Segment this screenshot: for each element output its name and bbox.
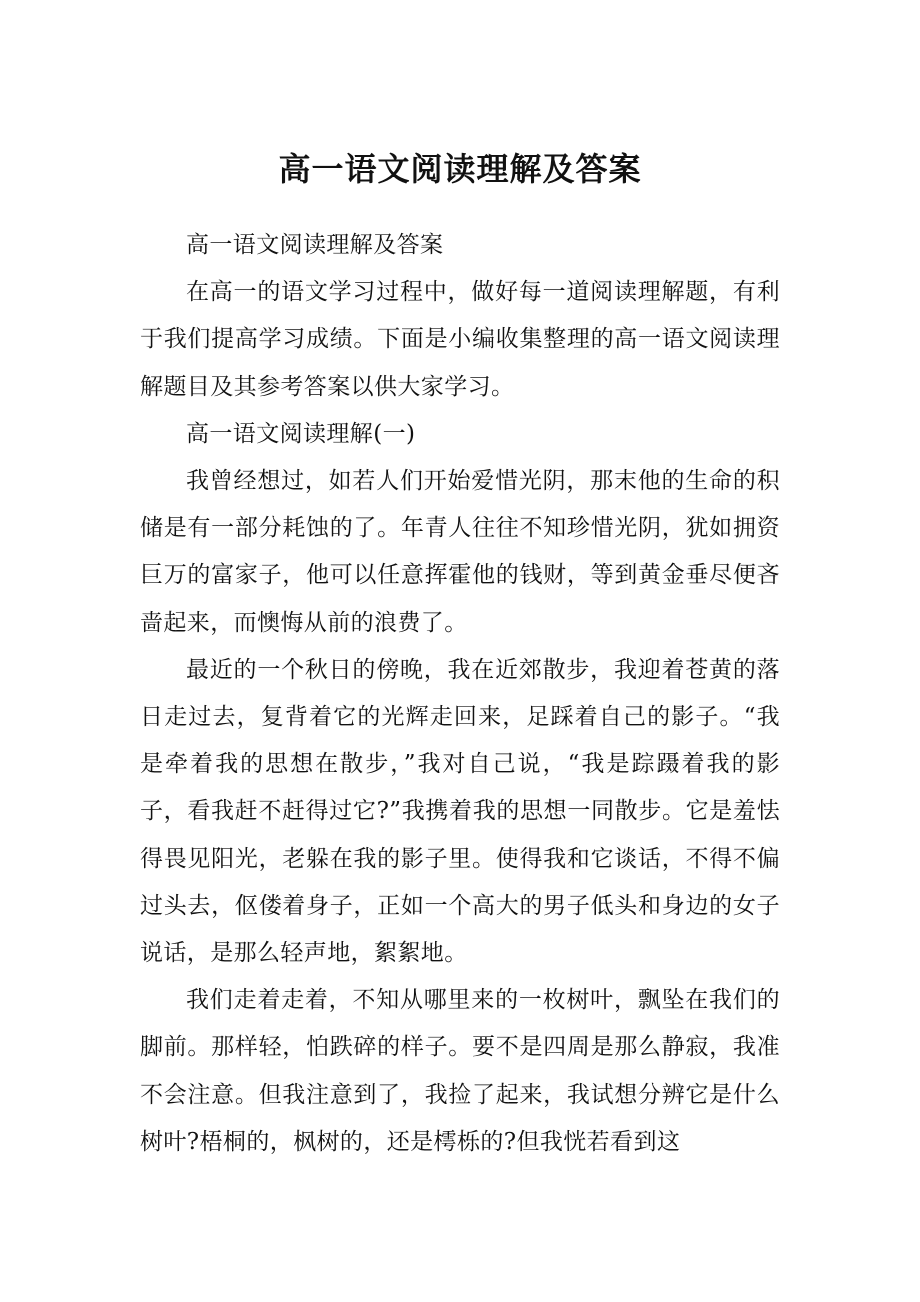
paragraph-intro: 在高一的语文学习过程中，做好每一道阅读理解题，有利于我们提高学习成绩。下面是小编收集整理的高一语文阅读理解题目及其参考答案以供大家学习。: [140, 279, 780, 400]
paragraph: 我们走着走着，不知从哪里来的一枚树叶，飘坠在我们的脚前。那样轻，怕跌碎的样子。要不是四周是那么静寂，我准不会注意。但我注意到了，我捡了起来，我试想分辨它是什么树叶?梧桐的，枫树的，还是樗栎的?但我恍若看到这: [140, 987, 780, 1155]
document-title: 高一语文阅读理解及答案: [278, 150, 642, 188]
paragraph-section-heading: 高一语文阅读理解(一): [186, 420, 416, 447]
paragraph-heading: 高一语文阅读理解及答案: [186, 232, 444, 258]
paragraph: 我曾经想过，如若人们开始爱惜光阴，那末他的生命的积储是有一部分耗蚀的了。年青人往往不知珍惜光阴，犹如拥资巨万的富家子，他可以任意挥霍他的钱财，等到黄金垂尽便吝啬起来，而懊悔从前的浪费了。: [140, 468, 780, 636]
document-body: [140, 222, 780, 1166]
paragraph: 最近的一个秋日的傍晚，我在近郊散步，我迎着苍黄的落日走过去，复背着它的光辉走回来，足踩着自己的影子。“我是牵着我的思想在散步，”我对自己说，“我是踪蹑着我的影子，看我赶不赶得过它?”我携着我的思想一同散步。它是羞怯得畏见阳光，老躲在我的影子里。使得我和它谈话，不得不偏过头去，伛偻着身子，正如一个高大的男子低头和身边的女子说话，是那么轻声地，絮絮地。: [140, 656, 780, 967]
